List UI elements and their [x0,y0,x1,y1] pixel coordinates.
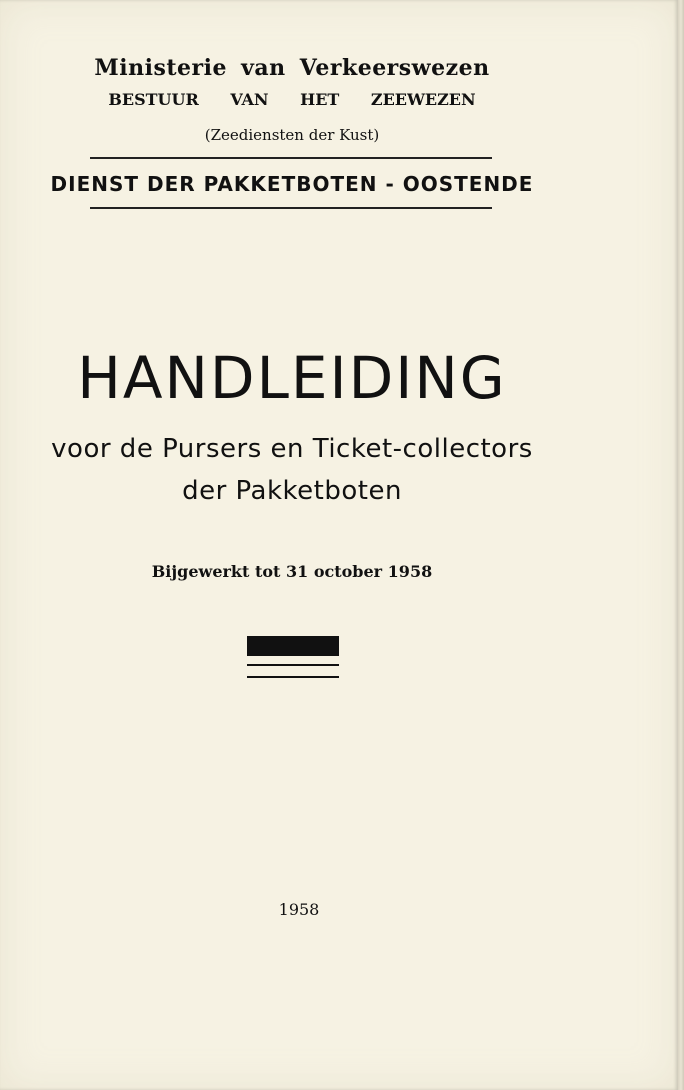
department-name: DIENST DER PAKKETBOTEN - OOSTENDE [50,172,534,196]
document-subtitle-line-1: voor de Pursers en Ticket-collectors [51,434,533,464]
administration-name: BESTUUR VAN HET ZEEWEZEN [108,90,476,109]
service-subtitle: (Zeediensten der Kust) [204,126,380,144]
update-note: Bijgewerkt tot 31 october 1958 [151,562,433,581]
page-edge [678,0,684,1090]
ornament-thick-bar [247,636,339,656]
publication-year: 1958 [278,900,320,919]
header-rule-top [90,157,492,159]
header-rule-bottom [90,207,492,209]
ornament-thin-line [247,676,339,678]
document-title: HANDLEIDING [77,344,507,412]
ministry-name: Ministerie van Verkeerswezen [94,55,490,81]
ornament-thin-line [247,664,339,666]
document-subtitle-line-2: der Pakketboten [182,476,402,506]
